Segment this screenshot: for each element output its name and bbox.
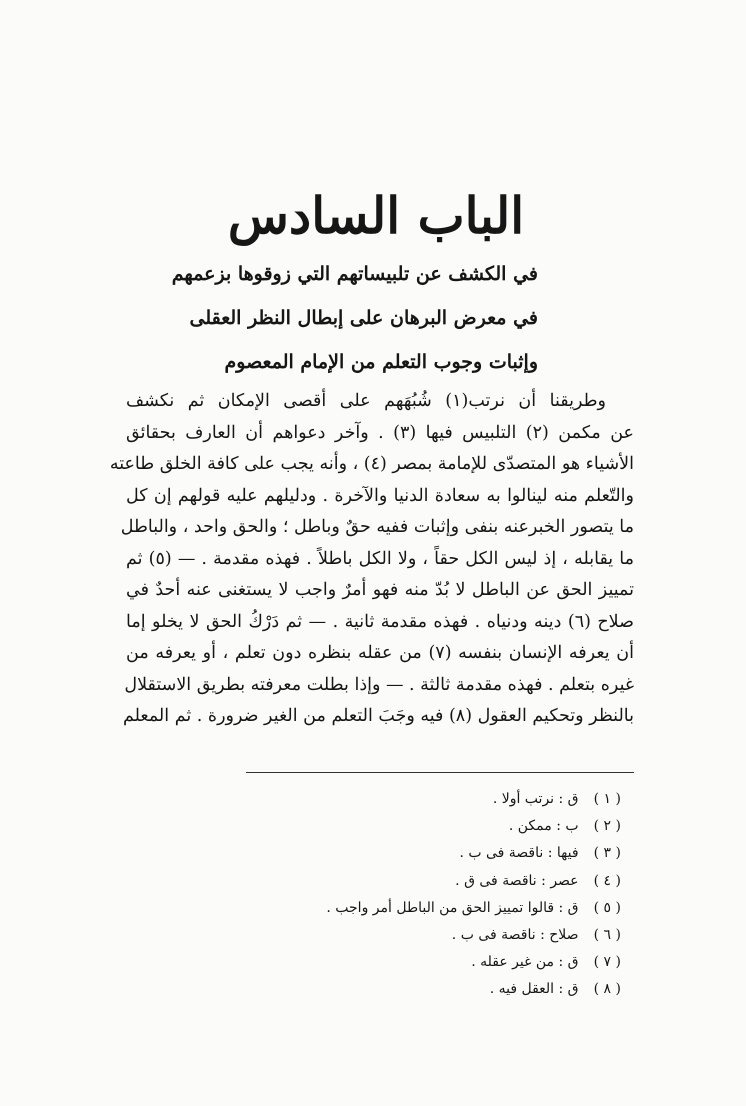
footnotes-list <box>201 786 621 1004</box>
footnote-text: صلاح : ناقصة فى ب . <box>451 926 579 943</box>
body-line: صلاح (٦) دينه ودنياه . فهذه مقدمة ثانية . — ثم دَرْكُ الحق لا يخلو إما <box>126 611 634 632</box>
body-line: عن مكمن (٢) التلبيس فيها (٣) . وآخر دعواهم أن العارف بحقائق <box>126 422 634 443</box>
footnote-item <box>201 786 621 813</box>
subtitle-line: وإثبات وجوب التعلم من الإمام المعصوم <box>224 351 538 373</box>
footnote-text: ب : ممكن . <box>508 818 579 835</box>
body-line: ما يقابله ، إذ ليس الكل حقاً ، ولا الكل باطلاً . فهذه مقدمة . — (٥) ثم <box>126 548 634 569</box>
footnote-divider <box>246 772 634 773</box>
body-line: والتّعلم منه لينالوا به سعادة الدنيا والآخرة . ودليلهم عليه قولهم إن كل <box>126 485 634 506</box>
body-line: الأشياء هو المتصدّى للإمامة بمصر (٤) ، وأنه يجب على كافة الخلق طاعته <box>109 454 634 474</box>
footnote-item <box>201 949 621 976</box>
footnote-number: ( ١ ) <box>593 791 621 807</box>
body-line: تمييز الحق عن الباطل لا بُدّ منه فهو أمرٌ واجب لا يستغنى عنه أحدٌ في <box>126 580 634 600</box>
footnote-number: ( ٥ ) <box>593 899 621 916</box>
body-line: وطريقنا أن نرتب(١) شُبُهَهم على أقصى الإمكان ثم نكشف <box>126 391 606 411</box>
footnote-text: ق : العقل فيه . <box>489 981 579 998</box>
footnote-item <box>201 868 621 895</box>
footnote-text: ق : قالوا تمييز الحق من الباطل أمر واجب . <box>326 899 579 916</box>
footnote-number: ( ٦ ) <box>593 926 621 943</box>
footnote-text: ق : نرتب أولا . <box>492 791 579 807</box>
subtitle-line: في الكشف عن تلبيساتهم التي زوقوها بزعمهم <box>171 263 538 285</box>
footnote-number: ( ٨ ) <box>593 981 621 998</box>
footnote-item <box>201 895 621 922</box>
footnote-text: فيها : ناقصة فى ب . <box>459 845 579 862</box>
footnote-text: ق : من غير عقله . <box>471 954 579 971</box>
footnote-item <box>201 813 621 840</box>
body-line: ما يتصور الخبرعنه بنفى وإثبات ففيه حقٌ وباطل ؛ والحق واحد ، والباطل <box>120 517 634 537</box>
footnote-text: عصر : ناقصة فى ق . <box>455 872 579 889</box>
footnote-number: ( ٣ ) <box>593 845 621 862</box>
body-line: أن يعرفه الإنسان بنفسه (٧) من عقله بنظره دون تعلم ، أو يعرفه من <box>126 643 634 663</box>
body-line: غيره بتعلم . فهذه مقدمة ثالثة . — وإذا بطلت معرفته بطريق الاستقلال <box>124 674 634 695</box>
footnote-number: ( ٢ ) <box>593 818 621 835</box>
footnote-item <box>201 922 621 949</box>
body-text <box>109 386 634 733</box>
footnote-item <box>201 976 621 1003</box>
footnote-number: ( ٤ ) <box>593 872 621 889</box>
body-line: بالنظر وتحكيم العقول (٨) فيه وجَبَ التعلم من الغير ضرورة . ثم المعلم <box>122 706 634 726</box>
footnote-number: ( ٧ ) <box>593 954 621 971</box>
subtitle-line: في معرض البرهان على إبطال النظر العقلى <box>189 307 538 329</box>
chapter-title: الباب السادس <box>227 186 525 245</box>
footnote-item <box>201 840 621 867</box>
